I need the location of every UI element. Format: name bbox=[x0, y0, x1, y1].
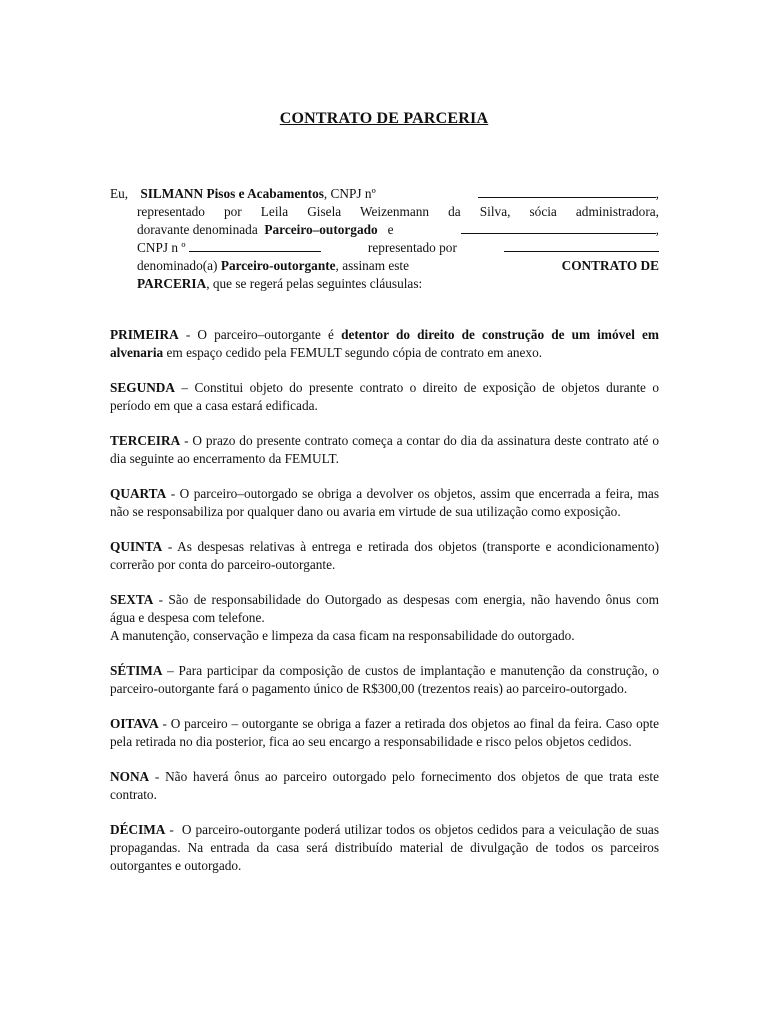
clause-oitava bbox=[110, 715, 659, 751]
clause-name: NONA bbox=[110, 769, 150, 784]
clause-name: QUINTA bbox=[110, 539, 163, 554]
clause-segunda bbox=[110, 379, 659, 415]
clause-decima bbox=[110, 821, 663, 875]
clause-text: – Para participar da composição de custos de implantação e manutenção da construção, o parceiro-outorgante fará o pagamento único de R$300,00 (trezentos reais) ao parceiro-outorgado. bbox=[110, 663, 659, 696]
clause-name: DÉCIMA bbox=[110, 822, 166, 837]
cnpj-blank bbox=[478, 185, 656, 198]
clause-text: em espaço cedido pela FEMULT segundo cópia de contrato em anexo. bbox=[163, 345, 543, 360]
intro-representado: representado por bbox=[367, 240, 457, 255]
clause-name: SÉTIMA bbox=[110, 663, 163, 678]
clause-setima bbox=[110, 662, 659, 698]
clause-name: QUARTA bbox=[110, 486, 167, 501]
cnpj-label: , CNPJ nº bbox=[323, 186, 376, 201]
intro-cnpj2: CNPJ n º bbox=[137, 240, 186, 255]
clause-quarta bbox=[110, 485, 659, 521]
intro-line-6 bbox=[110, 275, 659, 293]
clause-primeira bbox=[110, 326, 659, 362]
clause-text: - São de responsabilidade do Outorgado as despesas com energia, não havendo ônus com água e despesa com telefone. bbox=[110, 592, 659, 625]
intro-line-3 bbox=[110, 221, 659, 239]
intro-denominado: denominado(a) bbox=[137, 258, 218, 273]
intro-line-4 bbox=[110, 239, 659, 257]
document-title: CONTRATO DE PARCERIA bbox=[279, 110, 489, 127]
clause-sexta bbox=[110, 591, 659, 645]
clause-text: - As despesas relativas à entrega e retirada dos objetos (transporte e acondicionamento) correrão por conta do parceiro-outorgante. bbox=[110, 539, 659, 572]
intro-line-1 bbox=[110, 185, 659, 203]
intro-parceria: PARCERIA bbox=[137, 276, 207, 291]
clause-text: – Constitui objeto do presente contrato o direito de exposição de objetos durante o período em que a casa estará edificada. bbox=[110, 380, 659, 413]
clause-quinta bbox=[110, 538, 659, 574]
intro-line-5 bbox=[110, 257, 659, 275]
outorgante-name-blank bbox=[461, 221, 656, 234]
clause-name: SEXTA bbox=[110, 592, 154, 607]
clause-text: - O parceiro-outorgante poderá utilizar todos os objetos cedidos para a veiculação de suas propagandas. Na entrada da casa será distribuído material de divulgação de todos os parceiros outorgantes e outorgado. bbox=[110, 822, 663, 873]
clause-text: - O parceiro – outorgante se obriga a fazer a retirada dos objetos ao final da feira. Caso opte pela retirada no dia posterior, fica ao seu encargo a responsabilidade e risco pelos objetos cedidos. bbox=[110, 716, 659, 749]
clause-name: OITAVA bbox=[110, 716, 159, 731]
clause-name: PRIMEIRA bbox=[110, 327, 179, 342]
intro-line-end: , que se regerá pelas seguintes cláusulas: bbox=[206, 276, 423, 291]
clause-text: - O parceiro–outorgante é bbox=[178, 327, 342, 342]
clause-text: A manutenção, conservação e limpeza da casa ficam na responsabilidade do outorgado. bbox=[110, 628, 575, 643]
intro-doravante: doravante denominada bbox=[137, 222, 258, 237]
intro-outorgado: Parceiro–outorgado bbox=[264, 222, 378, 237]
representante-blank bbox=[504, 239, 659, 252]
clause-text: - O parceiro–outorgado se obriga a devolver os objetos, assim que encerrada a feira, mas não se responsabiliza por qualquer dano ou avaria em virtude de sua utilização como exposição. bbox=[110, 486, 659, 519]
clause-text: - Não haverá ônus ao parceiro outorgado pelo fornecimento dos objetos de que trata este contrato. bbox=[110, 769, 659, 802]
intro-line3-end: , bbox=[655, 222, 659, 237]
intro-assinam: , assinam este bbox=[335, 258, 410, 273]
clauses-list bbox=[110, 326, 663, 892]
clause-terceira bbox=[110, 432, 659, 468]
intro-outorgante: Parceiro-outorgante bbox=[220, 258, 336, 273]
intro-line1-end: , bbox=[655, 186, 659, 201]
clause-nona bbox=[110, 768, 659, 804]
intro-e: e bbox=[387, 222, 394, 237]
intro-paragraph bbox=[110, 185, 659, 293]
intro-contrato-de: CONTRATO DE bbox=[561, 258, 659, 273]
cnpj2-blank bbox=[189, 239, 321, 252]
clause-text: - O prazo do presente contrato começa a contar do dia da assinatura deste contrato até o dia seguinte ao encerramento da FEMULT. bbox=[110, 433, 659, 466]
intro-eu: Eu, bbox=[110, 186, 129, 201]
clause-name: TERCEIRA bbox=[110, 433, 181, 448]
clause-bold-text: detentor do direito de construção de um imóvel em alvenaria bbox=[110, 327, 659, 360]
company-name: SILMANN Pisos e Acabamentos bbox=[140, 186, 324, 201]
clause-name: SEGUNDA bbox=[110, 380, 176, 395]
intro-line-2: representado por Leila Gisela Weizenmann da Silva, sócia administradora, bbox=[137, 204, 659, 219]
